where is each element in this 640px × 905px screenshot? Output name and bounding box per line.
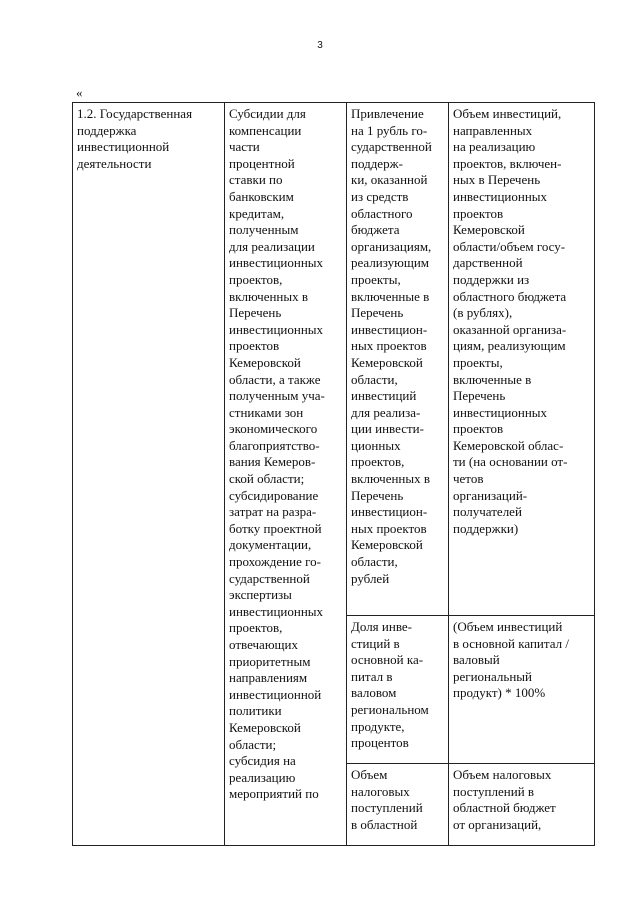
text-line: Кемеровской [229,354,301,370]
text-line: проектов [229,338,280,354]
text-line: инвестиционной [77,139,170,155]
measures-text [229,106,346,803]
text-line: продукте, [351,718,405,734]
text-line: включенных в [229,288,309,304]
text-line: благоприятство- [229,437,320,453]
text-line: инвестиционных [453,188,548,204]
text-line: Объем инвестиций, [453,106,562,121]
text-line: направлениям [229,670,308,686]
text-line: Кемеровской облас- [453,437,564,453]
text-line: включенные в [351,288,430,304]
text-line: основной ка- [351,652,424,668]
text-line: Доля инве- [351,619,412,634]
text-line: рублей [351,570,390,586]
text-line: от организаций, [453,816,542,832]
text-line: затрат на разра- [229,504,317,520]
text-line: политики [229,703,282,719]
text-line: на 1 рубль го- [351,122,428,138]
text-line: ботку проектной [229,520,322,536]
text-line: проектов, [229,620,283,636]
text-line: процентов [351,735,409,751]
text-line: дарственной [453,255,523,271]
text-line: Кемеровской [453,222,525,238]
text-line: 1.2. Государственная [77,106,193,121]
task-name-text [77,106,224,172]
text-line: проекты, [453,354,503,370]
text-line: части [229,139,260,155]
formula-cell [449,616,595,764]
text-line: прохождение го- [229,554,321,570]
text-line: в областной [351,816,418,832]
text-line: Кемеровской [351,537,423,553]
text-line: проектов, включен- [453,155,562,171]
text-line: Объем налоговых [453,767,552,782]
text-line: включенные в [453,371,532,387]
text-line: проектов, [351,454,405,470]
text-line: области, а также [229,371,321,387]
text-line: кредитам, [229,205,285,221]
text-line: проектов [453,205,504,221]
text-line: получателей [453,504,522,520]
text-line: Кемеровской [351,354,423,370]
text-line: поддержки из [453,271,530,287]
indicator-text [351,106,448,587]
text-line: ции инвести- [351,421,424,437]
text-line: областной бюджет [453,800,556,816]
text-line: проектов, [229,271,283,287]
text-line: (Объем инвестиций [453,619,563,634]
text-line: Привлечение [351,106,424,121]
formula-text [453,767,594,833]
text-line: Перечень [229,305,282,321]
text-line: поддерж- [351,155,403,171]
text-line: организациям, [351,238,432,254]
text-line: поступлений в [453,783,535,799]
task-name-cell [73,103,225,846]
text-line: питал в [351,668,393,684]
text-line: ных проектов [351,338,427,354]
text-line: сударственной [351,139,432,155]
formula-text [453,619,594,702]
text-line: (в рублях), [453,305,513,321]
text-line: областного [351,205,413,221]
measures-cell [225,103,347,846]
indicator-text [351,619,448,752]
text-line: банковским [229,188,294,204]
program-indicators-table [72,102,595,846]
text-line: из средств [351,188,409,204]
text-line: субсидирование [229,487,319,503]
text-line: стниками зон [229,404,304,420]
text-line: деятельности [77,155,152,171]
text-line: процентной [229,155,295,171]
text-line: Перечень [351,305,404,321]
text-line: мероприятий по [229,786,319,802]
text-line: Перечень [351,487,404,503]
text-line: продукт) * 100% [453,685,546,701]
text-line: поддержки) [453,520,519,536]
text-line: экспертизы [229,587,292,603]
text-line: полученным [229,222,299,238]
text-line: области, [351,371,398,387]
text-line: циям, реализующим [453,338,566,354]
text-line: ти (на основании от- [453,454,568,470]
text-line: сударственной [229,570,310,586]
text-line: областного бюджета [453,288,567,304]
text-line: экономического [229,421,318,437]
text-line: инвестицион- [351,504,428,520]
text-line: компенсации [229,122,302,138]
text-line: организаций- [453,487,528,503]
text-line: полученным уча- [229,388,325,404]
text-line: документации, [229,537,312,553]
text-line: ных в Перечень [453,172,541,188]
text-line: Перечень [453,388,506,404]
text-line: ки, оказанной [351,172,428,188]
text-line: области, [351,554,398,570]
text-line: включенных в [351,471,431,487]
text-line: поступлений [351,800,423,816]
text-line: отвечающих [229,637,299,652]
text-line: валовый [453,652,500,668]
text-line: реализующим [351,255,430,271]
text-line: проекты, [351,271,401,287]
text-line: инвестиций [351,388,417,404]
text-line: области; [229,736,277,752]
formula-cell [449,764,595,846]
text-line: четов [453,471,484,487]
text-line: налоговых [351,783,410,799]
text-line: для реализа- [351,404,421,420]
text-line: инвестиционных [229,255,324,271]
indicator-cell [347,103,449,616]
indicator-cell [347,616,449,764]
text-line: в основной капитал / [453,635,569,651]
opening-quote-mark: « [76,85,83,100]
text-line: региональном [351,701,429,717]
text-line: для реализации [229,238,315,254]
text-line: инвестиционной [229,686,322,702]
formula-text [453,106,594,537]
text-line: региональный [453,668,532,684]
text-line: на реализацию [453,139,536,155]
text-line: поддержка [77,122,137,138]
text-line: субсидия на [229,753,296,769]
table-row [73,103,595,616]
text-line: Объем [351,767,388,782]
page-number: 3 [317,40,323,51]
text-line: бюджета [351,222,400,238]
text-line: инвестиционных [453,404,548,420]
text-line: направленных [453,122,533,138]
text-line: ных проектов [351,520,427,536]
text-line: оказанной организа- [453,321,567,337]
text-line: Субсидии для [229,106,306,121]
text-line: валовом [351,685,397,701]
text-line: ставки по [229,172,283,188]
text-line: Кемеровской [229,719,301,735]
text-line: реализацию [229,769,296,785]
text-line: проектов [453,421,504,437]
text-line: ской области; [229,471,305,487]
text-line: ционных [351,437,401,453]
indicator-text [351,767,448,833]
text-line: инвестицион- [351,321,428,337]
text-line: инвестиционных [229,603,324,619]
text-line: инвестиционных [229,321,324,337]
indicator-cell [347,764,449,846]
text-line: стиций в [351,635,400,651]
formula-cell [449,103,595,616]
text-line: приоритетным [229,653,311,669]
text-line: вания Кемеров- [229,454,316,470]
text-line: области/объем госу- [453,238,566,254]
